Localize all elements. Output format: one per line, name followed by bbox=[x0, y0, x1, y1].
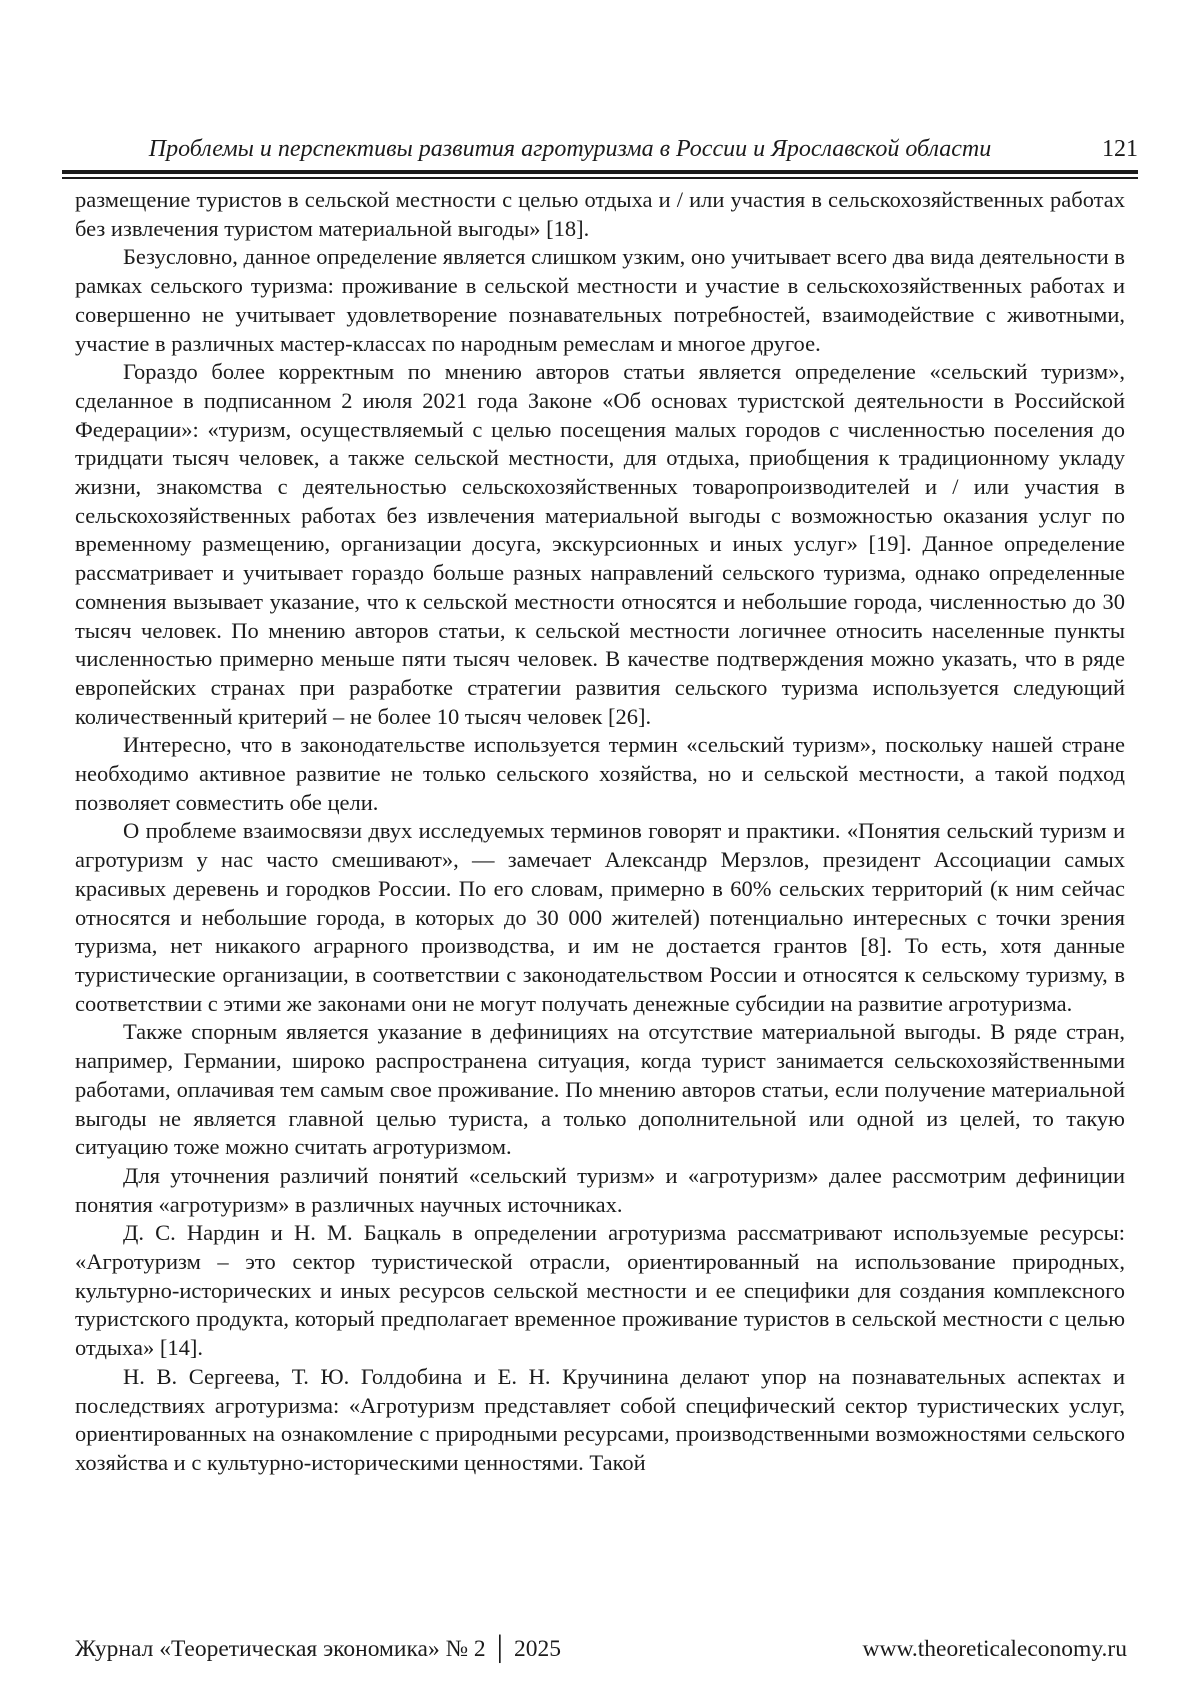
paragraph: Также спорным является указание в дефинициях на отсутствие материальной выгоды. В ряде стран, например, Германии, широко распространена ситуация, когда турист занимается сельскохозяйственными работами, оплачивая тем самым свое проживание. По мнению авторов статьи, если получение материальной выгоды не является главной целью туриста, а только дополнительной или одной из целей, то такую ситуацию тоже можно считать агротуризмом. bbox=[75, 1019, 1125, 1160]
paragraph: Д. С. Нардин и Н. М. Бацкаль в определении агротуризма рассматривают используемые ресурсы: «Агротуризм – это сектор туристической отрасли, ориентированный на использование природных, культурно-исторических и иных ресурсов сельской местности и ее специфики для создания комплексного туристского продукта, который предполагает временное проживание туристов в сельской местности с целью отдыха» [14]. bbox=[75, 1220, 1125, 1361]
footer-journal-line: Журнал «Теоретическая экономика» № 2 │ 2025 bbox=[75, 1636, 562, 1662]
running-header bbox=[62, 134, 1138, 179]
paragraph: Н. В. Сергеева, Т. Ю. Голдобина и Е. Н. Кручинина делают упор на познавательных аспектах и последствиях агротуризма: «Агротуризм представляет собой специфический сектор туристических услуг, ориентированных на ознакомление с природными ресурсами, производственными возможностями сельского хозяйства и с культурно-историческими ценностями. Такой bbox=[75, 1363, 1125, 1475]
page-number: 121 bbox=[1102, 136, 1138, 162]
article-body bbox=[75, 186, 1125, 1478]
paragraph: Гораздо более корректным по мнению авторов статьи является определение «сельский туризм», сделанное в подписанном 2 июля 2021 года Законе «Об основах туристской деятельности в Российской Федерации»: «туризм, осуществляемый с целью посещения малых городов с численностью поселения до тридцати тысяч человек, а также сельской местности, для отдыха, приобщения к традиционному укладу жизни, знакомства с деятельностью сельскохозяйственных товаропроизводителей и / или участия в сельскохозяйственных работах без извлечения материальной выгоды с возможностью оказания услуг по временному размещению, организации досуга, экскурсионных и иных услуг» [19]. Данное определение рассматривает и учитывает гораздо больше разных направлений сельского туризма, однако определенные сомнения вызывает указание, что к сельской местности относятся и небольшие города, численностью до 30 тысяч человек. По мнению авторов статьи, к сельской местности логичнее относить населенные пункты численностью примерно меньше пяти тысяч человек. В качестве подтверждения можно указать, что в ряде европейских странах при разработке стратегии развития сельского туризма используется следующий количественный критерий – не более 10 тысяч человек [26]. bbox=[75, 359, 1125, 729]
running-title: Проблемы и перспективы развития агротуризма в России и Ярославской области bbox=[148, 136, 992, 162]
header-double-rule bbox=[62, 170, 1138, 179]
paragraph: Безусловно, данное определение является слишком узким, оно учитывает всего два вида деятельности в рамках сельского туризма: проживание в сельской местности и участие в сельскохозяйственных работах и совершенно не учитывает удовлетворение познавательных потребностей, взаимодействие с животными, участие в различных мастер-классах по народным ремеслам и многое другое. bbox=[75, 244, 1125, 356]
paragraph: Интересно, что в законодательстве используется термин «сельский туризм», поскольку нашей стране необходимо активное развитие не только сельского хозяйства, но и сельской местности, а такой подход позволяет совместить обе цели. bbox=[75, 732, 1125, 815]
paragraph: размещение туристов в сельской местности с целью отдыха и / или участия в сельскохозяйственных работах без извлечения туристом материальной выгоды» [18]. bbox=[75, 187, 1125, 241]
page-footer bbox=[75, 1634, 1127, 1664]
paragraph: Для уточнения различий понятий «сельский туризм» и «агротуризм» далее рассмотрим дефиниции понятия «агротуризм» в различных научных источниках. bbox=[75, 1162, 1125, 1217]
footer-website-url: www.theoreticaleconomy.ru bbox=[862, 1636, 1127, 1662]
paragraph: О проблеме взаимосвязи двух исследуемых терминов говорят и практики. «Понятия сельский туризм и агротуризм у нас часто смешивают», — замечает Александр Мерзлов, президент Ассоциации самых красивых деревень и городков России. По его словам, примерно в 60% сельских территорий (к ним сейчас относятся и небольшие города, в которых до 30 000 жителей) потенциально интересных с точки зрения туризма, нет никакого аграрного производства, и им не достается грантов [8]. То есть, хотя данные туристические организации, в соответствии с законодательством России и относятся к сельскому туризму, в соответствии с этими же законами они не могут получать денежные субсидии на развитие агротуризма. bbox=[75, 818, 1125, 1016]
